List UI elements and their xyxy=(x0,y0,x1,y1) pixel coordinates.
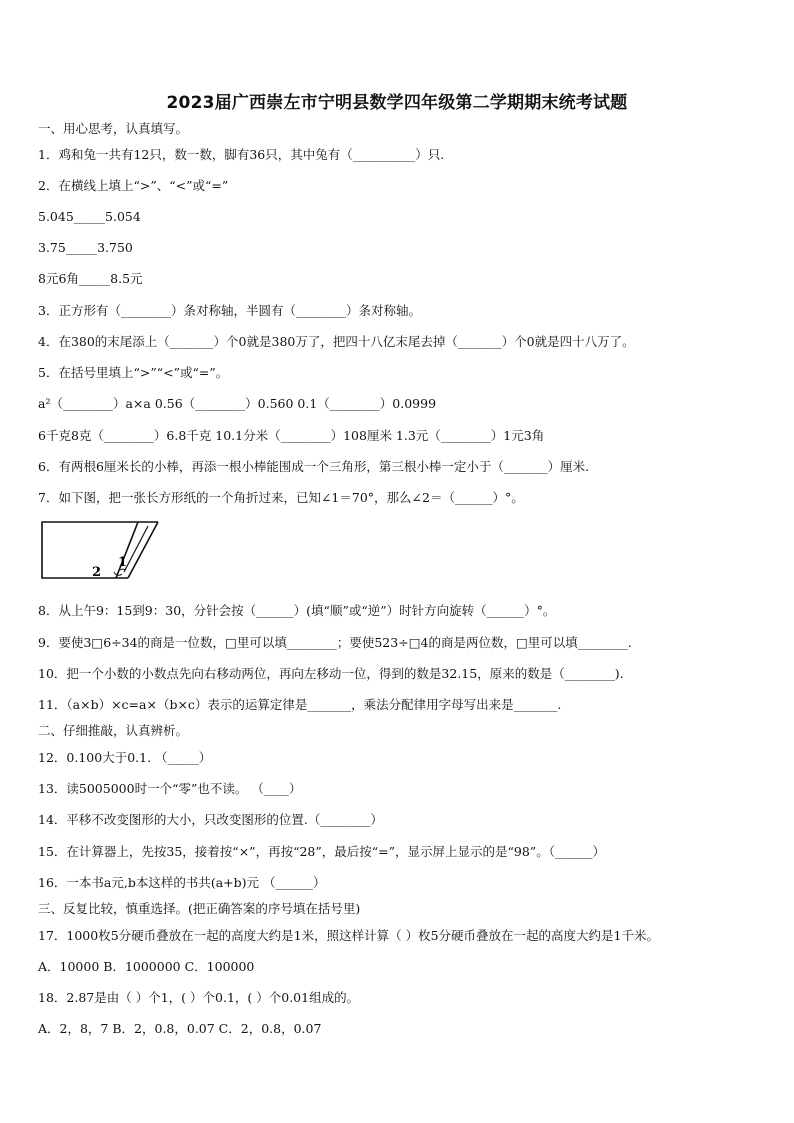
question-line: 6．有两根6厘米长的小棒，再添一根小棒能围成一个三角形，第三根小棒一定小于（_______）厘米. xyxy=(38,459,590,474)
question-line: 9．要使3□6÷34的商是一位数，□里可以填________；要使523÷□4的商是两位数，□里可以填________. xyxy=(38,635,632,650)
angle-2-label: 2 xyxy=(92,565,102,580)
question-line: 11．（a×b）×c=a×（b×c）表示的运算定律是_______，乘法分配律用字母写出来是_______. xyxy=(38,697,562,712)
page-title: 2023届广西崇左市宁明县数学四年级第二学期期末统考试题 xyxy=(166,93,628,113)
question-line: 10．把一个小数的小数点先向右移动两位，再向左移动一位，得到的数是32.15，原来的数是（________). xyxy=(38,666,624,681)
question-line: 18．2.87是由（ ）个1，( ）个0.1，( ）个0.01组成的。 xyxy=(38,990,360,1005)
question-line: 1．鸡和兔一共有12只，数一数，脚有36只，其中兔有（__________）只. xyxy=(38,147,445,162)
question-line: 6千克8克（________）6.8千克 10.1分米（________）108厘米 1.3元（________）1元3角 xyxy=(38,428,545,443)
question-line: 12．0.100大于0.1. （_____） xyxy=(38,750,212,765)
question-line: a²（________）a×a 0.56（________）0.560 0.1（________）0.0999 xyxy=(38,396,437,411)
folded-rectangle-figure xyxy=(40,518,170,582)
question-line: 4．在380的末尾添上（_______）个0就是380万了，把四十八亿末尾去掉（_______）个0就是四十八万了。 xyxy=(38,334,635,349)
question-line: 17．1000枚5分硬币叠放在一起的高度大约是1米，照这样计算（ ）枚5分硬币叠放在一起的高度大约是1千米。 xyxy=(38,928,660,943)
question-line: 16．一本书a元,b本这样的书共(a+b)元 （______） xyxy=(38,875,326,890)
question-line: 2．在横线上填上“>”、“<”或“=” xyxy=(38,178,229,193)
angle-1-label: 1 xyxy=(118,555,128,570)
question-line: 15．在计算器上，先按35，接着按“×”，再按“28”，最后按“=”，显示屏上显示的是“98”。（______） xyxy=(38,844,605,859)
question-line: 8．从上午9：15到9：30，分针会按（______）(填“顺”或“逆”）时针方向旋转（______）°。 xyxy=(38,603,556,618)
question-line: 一、用心思考，认真填写。 xyxy=(38,121,189,136)
question-line: 7．如下图，把一张长方形纸的一个角折过来，已知∠1＝70°，那么∠2＝（______）°。 xyxy=(38,490,524,505)
question-line: 5.045_____5.054 xyxy=(38,209,141,224)
question-line: A．10000 B．1000000 C．100000 xyxy=(38,959,255,974)
question-line: 3.75_____3.750 xyxy=(38,240,133,255)
question-line: 二、仔细推敲，认真辨析。 xyxy=(38,723,189,738)
question-line: A．2，8，7 B．2，0.8，0.07 C．2，0.8，0.07 xyxy=(38,1021,322,1036)
question-line: 13．读5005000时一个“零”也不读。 （____） xyxy=(38,781,302,796)
question-line: 三、反复比较，慎重选择。(把正确答案的序号填在括号里) xyxy=(38,901,361,916)
question-line: 8元6角_____8.5元 xyxy=(38,271,143,286)
question-line: 3．正方形有（________）条对称轴，半圆有（________）条对称轴。 xyxy=(38,303,421,318)
question-line: 5．在括号里填上“>”“<”或“=”。 xyxy=(38,365,229,380)
question-line: 14．平移不改变图形的大小，只改变图形的位置.（________） xyxy=(38,812,383,827)
